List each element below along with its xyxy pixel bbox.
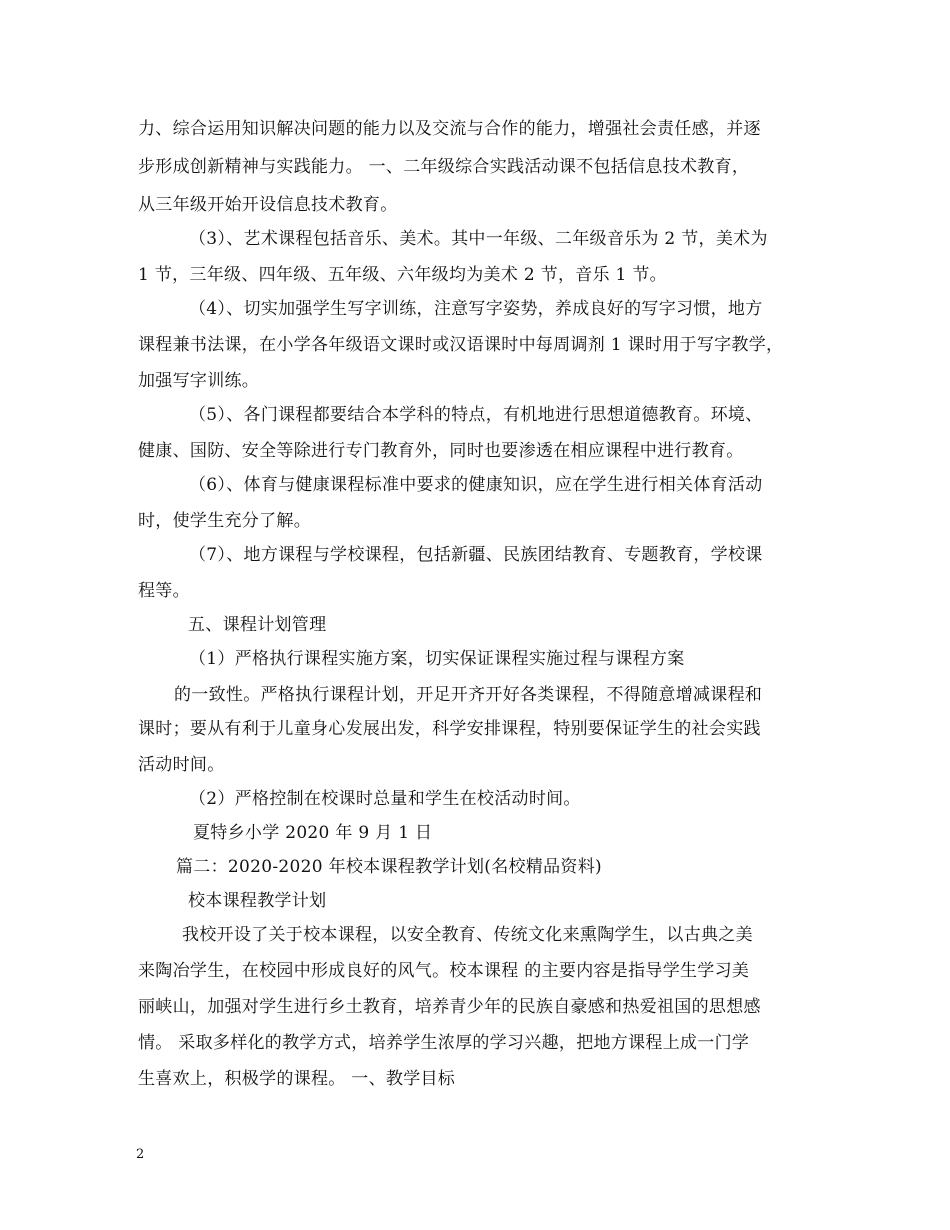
page-number: 2: [136, 1147, 145, 1162]
text-line: 生喜欢上，积极学的课程。 一、教学目标: [138, 1069, 456, 1089]
section-heading: 五、课程计划管理: [188, 615, 327, 635]
text-line: 课时；要从有利于儿童身心发展出发，科学安排课程，特别要保证学生的社会实践: [138, 719, 761, 739]
text-line: 健康、国防、安全等除进行专门教育外，同时也要渗透在相应课程中进行教育。: [138, 441, 744, 461]
text-line: 力、综合运用知识解决问题的能力以及交流与合作的能力，增强社会责任感，并逐: [138, 119, 761, 139]
chapter-title: 篇二：2020-2020 年校本课程教学计划(名校精品资料): [176, 857, 602, 877]
text-line: 1 节，三年级、四年级、五年级、六年级均为美术 2 节，音乐 1 节。: [138, 265, 667, 285]
text-line: （4）、切实加强学生写字训练，注意写字姿势，养成良好的写字习惯，地方: [189, 299, 763, 319]
text-line: （2）严格控制在校课时总量和学生在校活动时间。: [189, 789, 581, 809]
text-line: 时，使学生充分了解。: [138, 511, 311, 531]
text-line: 课程兼书法课，在小学各年级语文课时或汉语课时中每周调剂 1 课时用于写字教学，: [138, 335, 784, 355]
text-line: 我校开设了关于校本课程，以安全教育、传统文化来熏陶学生，以古典之美: [182, 925, 753, 945]
text-line: （7）、地方课程与学校课程，包括新疆、民族团结教育、专题教育，学校课: [189, 545, 763, 565]
text-line: （1）严格执行课程实施方案，切实保证课程实施过程与课程方案: [189, 649, 685, 669]
text-line: （5）、各门课程都要结合本学科的特点，有机地进行思想道德教育。环境、: [189, 405, 763, 425]
text-line: （3）、艺术课程包括音乐、美术。其中一年级、二年级音乐为 2 节，美术为: [189, 229, 768, 249]
text-line: 丽峡山，加强对学生进行乡土教育，培养青少年的民族自豪感和热爱祖国的思想感: [138, 997, 761, 1017]
signature-date: 夏特乡小学 2020 年 9 月 1 日: [193, 823, 433, 843]
text-line: 从三年级开始开设信息技术教育。: [138, 195, 398, 215]
text-line: 的一致性。严格执行课程计划，开足开齐开好各类课程，不得随意增减课程和: [174, 685, 763, 705]
text-line: 来陶冶学生，在校园中形成良好的风气。校本课程 的主要内容是指导学生学习美: [138, 961, 750, 981]
text-line: （6）、体育与健康课程标准中要求的健康知识，应在学生进行相关体育活动: [189, 475, 763, 495]
text-line: 情。 采取多样化的教学方式，培养学生浓厚的学习兴趣，把地方课程上成一门学: [138, 1033, 750, 1053]
text-line: 加强写字训练。: [138, 371, 260, 391]
text-line: 活动时间。: [138, 755, 225, 775]
text-line: 程等。: [138, 581, 190, 601]
text-line: 步形成创新精神与实践能力。 一、二年级综合实践活动课不包括信息技术教育，: [138, 157, 750, 177]
section-heading: 校本课程教学计划: [188, 891, 327, 911]
